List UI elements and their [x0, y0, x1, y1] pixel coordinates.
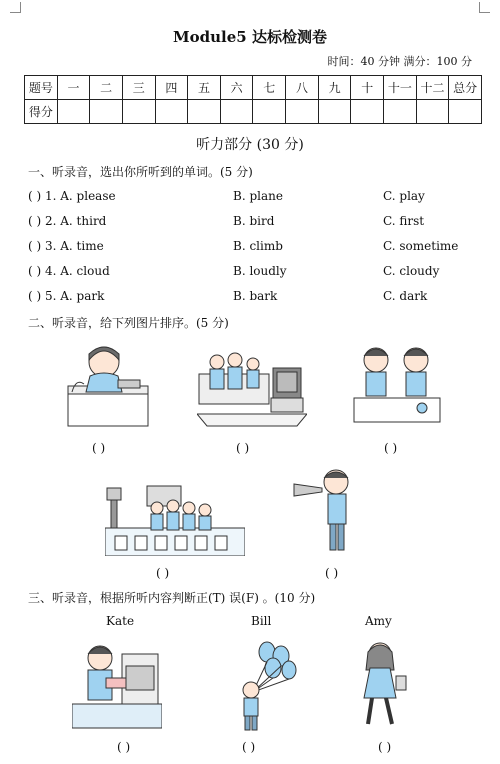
- header-cell: 二: [90, 76, 123, 100]
- score-cell[interactable]: [384, 100, 417, 124]
- header-cell: 六: [220, 76, 253, 100]
- part2-heading: 二、听录音，给下列图片排序。(5 分): [28, 316, 229, 330]
- option-c: C. dark: [383, 289, 428, 303]
- option-b: B. plane: [233, 189, 283, 203]
- option-c: C. cloudy: [383, 264, 440, 278]
- score-cell[interactable]: [449, 100, 482, 124]
- name-amy: Amy: [365, 614, 392, 628]
- header-cell: 总分: [449, 76, 482, 100]
- option-b: B. climb: [233, 239, 283, 253]
- header-cell: 四: [155, 76, 188, 100]
- option-a: ( ) 4. A. cloud: [28, 264, 110, 278]
- answer-blank[interactable]: ( ): [384, 441, 398, 455]
- list-item: [28, 289, 468, 305]
- option-b: B. bird: [233, 214, 275, 228]
- score-cell[interactable]: [220, 100, 253, 124]
- girl-on-phone-picture: [62, 342, 152, 430]
- option-a: ( ) 2. A. third: [28, 214, 107, 228]
- corner-mark-left: [10, 2, 21, 13]
- score-cell[interactable]: [416, 100, 449, 124]
- score-table-score-row: [25, 100, 482, 124]
- header-cell: 题号: [25, 76, 58, 100]
- family-watching-tv-picture: [197, 344, 307, 430]
- score-table: [24, 75, 482, 124]
- score-cell[interactable]: [253, 100, 286, 124]
- score-cell[interactable]: [90, 100, 123, 124]
- amy-walking-picture: [356, 640, 412, 730]
- answer-blank[interactable]: ( ): [325, 566, 339, 580]
- header-cell: 十一: [384, 76, 417, 100]
- score-cell[interactable]: [122, 100, 155, 124]
- header-cell: 十二: [416, 76, 449, 100]
- header-cell: 五: [188, 76, 221, 100]
- bill-balloons-picture: [233, 640, 299, 732]
- header-cell: 九: [318, 76, 351, 100]
- kids-crossing-street-picture: [105, 478, 245, 556]
- time-info: 时间：40 分钟 满分：100 分: [327, 55, 472, 68]
- header-cell: 七: [253, 76, 286, 100]
- part3-heading: 三、听录音，根据所听内容判断正(T) 误(F) 。(10 分): [28, 591, 316, 605]
- list-item: [28, 239, 468, 255]
- page-title: Module5 达标检测卷: [173, 28, 327, 46]
- answer-blank[interactable]: ( ): [156, 566, 170, 580]
- kate-baking-picture: [72, 638, 162, 730]
- answer-blank[interactable]: ( ): [236, 441, 250, 455]
- option-b: B. bark: [233, 289, 278, 303]
- option-b: B. loudly: [233, 264, 287, 278]
- answer-blank[interactable]: ( ): [378, 740, 392, 754]
- option-c: C. play: [383, 189, 425, 203]
- score-cell[interactable]: [188, 100, 221, 124]
- list-item: [28, 264, 468, 280]
- option-a: ( ) 3. A. time: [28, 239, 104, 253]
- score-table-header-row: [25, 76, 482, 100]
- part1-heading: 一、听录音，选出你所听到的单词。(5 分): [28, 165, 253, 179]
- list-item: [28, 214, 468, 230]
- option-c: C. sometime: [383, 239, 459, 253]
- score-cell[interactable]: [318, 100, 351, 124]
- header-cell: 八: [286, 76, 319, 100]
- header-cell: 十: [351, 76, 384, 100]
- name-kate: Kate: [106, 614, 135, 628]
- option-c: C. first: [383, 214, 425, 228]
- score-cell[interactable]: [155, 100, 188, 124]
- header-cell: 三: [122, 76, 155, 100]
- answer-blank[interactable]: ( ): [117, 740, 131, 754]
- option-a: ( ) 5. A. park: [28, 289, 105, 303]
- answer-blank[interactable]: ( ): [242, 740, 256, 754]
- listening-section-title: 听力部分 (30 分): [196, 137, 304, 153]
- score-cell[interactable]: [351, 100, 384, 124]
- list-item: [28, 189, 468, 205]
- boy-playing-trumpet-picture: [292, 466, 354, 556]
- row-label: 得分: [25, 100, 58, 124]
- corner-mark-right: [479, 2, 490, 13]
- two-kids-talking-picture: [352, 342, 442, 430]
- option-a: ( ) 1. A. please: [28, 189, 116, 203]
- score-cell[interactable]: [286, 100, 319, 124]
- answer-blank[interactable]: ( ): [92, 441, 106, 455]
- header-cell: 一: [57, 76, 90, 100]
- name-bill: Bill: [251, 614, 272, 628]
- score-cell[interactable]: [57, 100, 90, 124]
